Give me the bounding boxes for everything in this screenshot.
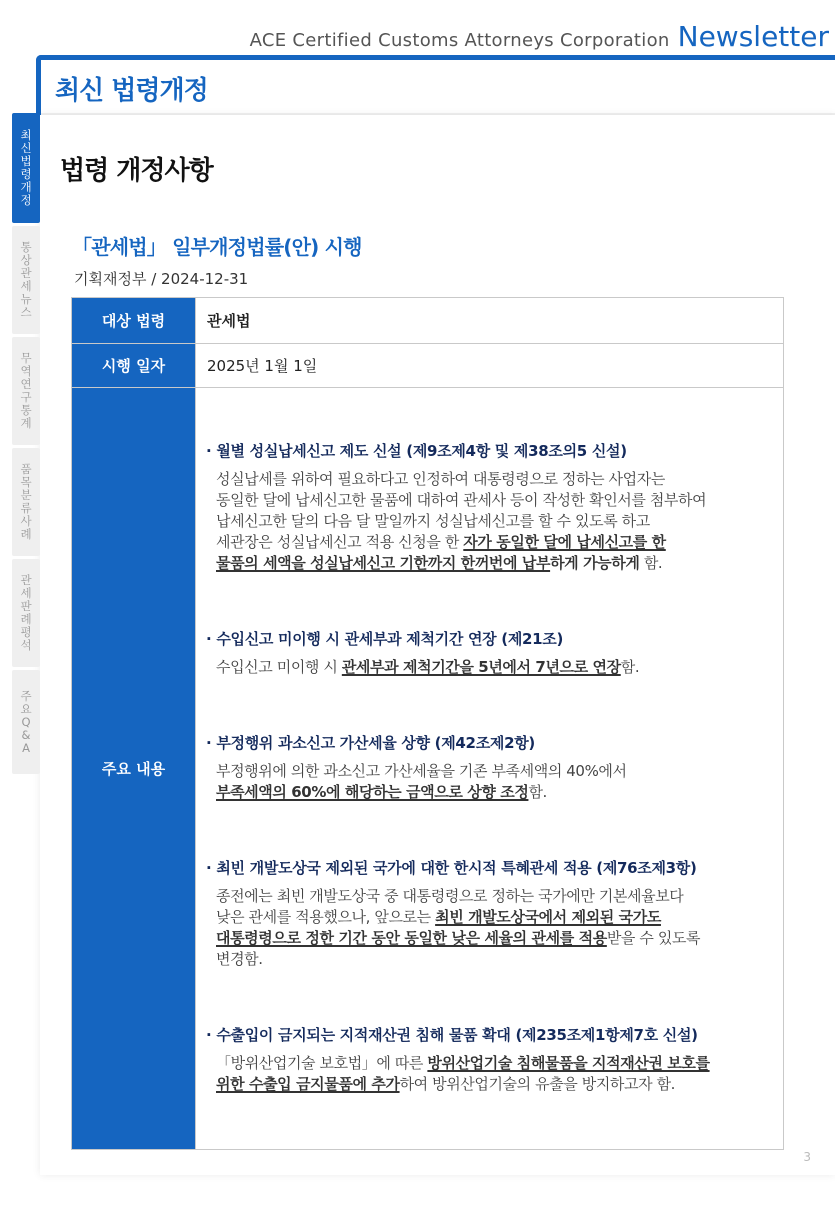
header-frame-top — [36, 55, 835, 60]
org-name: ACE Certified Customs Attorneys Corporation — [249, 30, 670, 51]
side-tab-trade-news[interactable]: 통 상 관 세 뉴 스 — [12, 226, 40, 334]
header-frame-left — [36, 55, 41, 115]
amendment-body: 부정행위에 의한 과소신고 가산세율을 기존 부족세액의 40%에서 부족세액의 60%에 해당하는 금액으로 상향 조정함. — [216, 762, 627, 801]
amendment-title: · 월별 성실납세신고 제도 신설 (제9조제4항 및 제38조의5 신설) — [206, 442, 627, 460]
law-info-table — [71, 297, 784, 1150]
masthead — [250, 20, 829, 53]
newsletter-label: Newsletter — [677, 20, 829, 53]
effective-date-label: 시행 일자 — [72, 344, 196, 388]
side-tab-trade-stats[interactable]: 무 역 연 구 통 계 — [12, 337, 40, 445]
amendment-title: · 최빈 개발도상국 제외된 국가에 대한 한시적 특혜관세 적용 (제76조제3항) — [206, 859, 697, 877]
main-content-cell — [196, 388, 784, 1150]
amendment-body: 「방위산업기술 보호법」에 따른 방위산업기술 침해물품을 지적재산권 보호를 위한 수출입 금지물품에 추가하여 방위산업기술의 유출을 방지하고자 함. — [216, 1054, 710, 1093]
amendment-body: 성실납세를 위하여 필요하다고 인정하여 대통령령으로 정하는 사업자는 동일한 달에 납세신고한 물품에 대하여 관세사 등이 작성한 확인서를 첨부하여 납세신고한 달의 다음 달 말일까지 성실납세신고를 할 수 있도록 하고 세관장은 성실납세신고 적용 신청을 한 자가 동일한 달에 납세신고를 한 물품의 세액을 성실납세신고 기한까지 한꺼번에 납부하게 가능하게 함. — [216, 470, 707, 572]
amendment-title: · 수입신고 미이행 시 관세부과 제척기간 연장 (제21조) — [206, 630, 564, 648]
law-title: 「관세법」 일부개정법률(안) 시행 — [72, 235, 362, 259]
amendment-title: · 부정행위 과소신고 가산세율 상향 (제42조제2항) — [206, 734, 535, 752]
amendment-item — [206, 732, 773, 803]
side-tab-case-review[interactable]: 관 세 판 례 평 석 — [12, 559, 40, 667]
table-row — [72, 388, 784, 1150]
target-law-label: 대상 법령 — [72, 298, 196, 344]
page-number: 3 — [803, 1150, 811, 1164]
table-row — [72, 298, 784, 344]
page-heading: 법령 개정사항 — [60, 156, 213, 186]
amendment-body: 수입신고 미이행 시 관세부과 제척기간을 5년에서 7년으로 연장함. — [216, 658, 640, 676]
amendment-title: · 수출입이 금지되는 지적재산권 침해 물품 확대 (제235조제1항제7호 신설) — [206, 1026, 698, 1044]
side-tab-qna[interactable]: 주 요 Q & A — [12, 670, 40, 774]
side-tab-latest-law[interactable]: 최 신 법 령 개 정 — [12, 113, 40, 223]
section-title: 최신 법령개정 — [55, 76, 208, 106]
amendment-item — [206, 857, 773, 970]
side-tab-nav — [12, 113, 40, 777]
main-content-label: 주요 내용 — [72, 388, 196, 1150]
amendment-body: 종전에는 최빈 개발도상국 중 대통령령으로 정하는 국가에만 기본세율보다 낮은 관세를 적용했으나, 앞으로는 최빈 개발도상국에서 제외된 국가도 대통령령으로 정한 기간 동안 동일한 낮은 세율의 관세를 적용받을 수 있도록 변경함. — [216, 887, 701, 968]
effective-date-value: 2025년 1월 1일 — [196, 344, 784, 388]
amendment-item — [206, 440, 773, 574]
law-meta: 기획재정부 / 2024-12-31 — [74, 270, 249, 288]
side-tab-classification[interactable]: 품 목 분 류 사 례 — [12, 448, 40, 556]
title-divider — [41, 113, 835, 115]
amendment-item — [206, 628, 773, 678]
target-law-value: 관세법 — [196, 298, 784, 344]
amendment-item — [206, 1024, 773, 1095]
table-row — [72, 344, 784, 388]
